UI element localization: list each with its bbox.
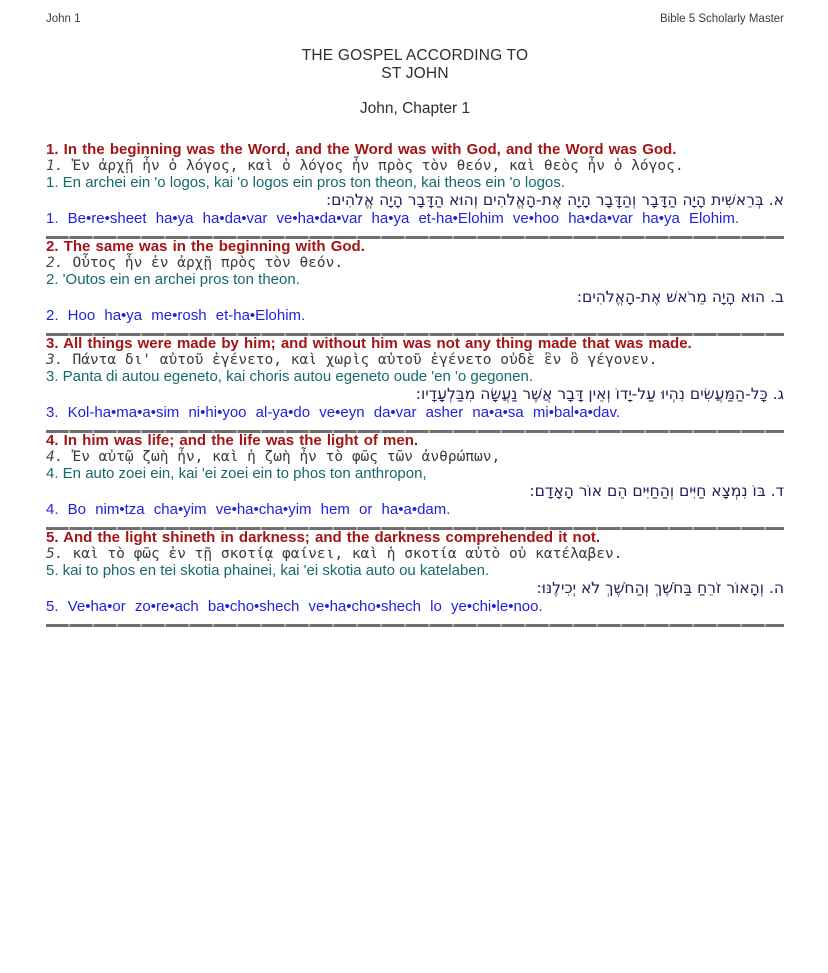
- verse-number-greek: 1.: [46, 158, 64, 174]
- verse-english: 3. All things were made by him; and without him was not any thing made that was made.: [46, 335, 692, 352]
- verse-block-5: [46, 530, 784, 627]
- verse-block-4: [46, 433, 784, 530]
- verse-greek: [46, 449, 784, 466]
- verse-number-greek: 4.: [46, 449, 64, 465]
- verse-greek-text: Ἐν αὐτῷ ζωὴ ἦν, καὶ ἡ ζωὴ ἦν τὸ φῶς τῶν ἀνθρώπων,: [72, 449, 501, 465]
- verse-block-2: [46, 239, 784, 336]
- verse-greek-text: Ἐν ἀρχῇ ἦν ὁ λόγος, καὶ ὁ λόγος ἦν πρὸς τὸν θεόν, καὶ θεὸς ἦν ὁ λόγος.: [72, 158, 684, 174]
- verse-hebrew: ב. הוּא הָיָה מֵרֹאשׁ אֶת-הָאֱלֹהִים:: [576, 288, 784, 306]
- verse-hebrew-transliteration: 3. Kol-ha•ma•a•sim ni•hi•yoo al-ya•do ve•eyn da•var asher na•a•sa mi•bal•a•dav.: [46, 404, 621, 421]
- verse-greek-text: καὶ τὸ φῶς ἐν τῇ σκοτίᾳ φαίνει, καὶ ἡ σκοτία αὐτὸ οὐ κατέλαβεν.: [72, 546, 623, 562]
- verse-block-1: [46, 142, 784, 239]
- verse-greek-transliteration: 1. En archei ein 'o logos, kai 'o logos ein pros ton theon, kai theos ein 'o logos.: [46, 174, 565, 191]
- book-title: [46, 47, 784, 83]
- verse-number-greek: 5.: [46, 546, 64, 562]
- verse-hebrew: א. בְּרֵאשִׁית הָיָה הַדָּבָר וְהַדָּבָר הָיָה אֶת-הָאֱלֹהִים וְהוּא הַדָּבָר הָיָה אֱלֹהִים:: [325, 191, 784, 209]
- verse-english: 2. The same was in the beginning with God.: [46, 238, 365, 255]
- verse-greek-transliteration: 4. En auto zoei ein, kai 'ei zoei ein to phos ton anthropon,: [46, 465, 427, 482]
- verse-english: 5. And the light shineth in darkness; and the darkness comprehended it not.: [46, 529, 601, 546]
- verse-hebrew-transliteration: 2. Hoo ha•ya me•rosh et-ha•Elohim.: [46, 307, 306, 324]
- verse-english: 4. In him was life; and the life was the light of men.: [46, 432, 419, 449]
- verse-number-greek: 3.: [46, 352, 64, 368]
- verse-greek-transliteration: 5. kai to phos en tei skotia phainei, kai 'ei skotia auto ou katelaben.: [46, 562, 490, 579]
- running-header: [46, 0, 784, 26]
- verse-hebrew: ד. בּוֹ נִמְצָא חַיִּים וְהַחַיִּים הֵם אוֹר הָאָדָם:: [529, 482, 784, 500]
- verse-greek-text: Πάντα δι' αὐτοῦ ἐγένετο, καὶ χωρὶς αὐτοῦ ἐγένετο οὐδὲ ἓν ὃ γέγονεν.: [72, 352, 658, 368]
- verse-hebrew: ג. כָּל-הַמַּעֲשִׂים נִהְיוּ עַל-יָדוֹ וְאֵין דָּבָר אֲשֶׁר נַעֲשָׂה מִבַּלְעָדָיו:: [415, 385, 784, 403]
- verse-greek-text: Οὗτος ἦν ἐν ἀρχῇ πρὸς τὸν θεόν.: [72, 255, 344, 271]
- verse-block-3: [46, 336, 784, 433]
- verse-greek: [46, 158, 784, 175]
- chapter-heading: John, Chapter 1: [359, 100, 471, 117]
- verse-hebrew-transliteration: 5. Ve•ha•or zo•re•ach ba•cho•shech ve•ha•cho•shech lo ye•chi•le•noo.: [46, 598, 543, 615]
- verse-english: 1. In the beginning was the Word, and the Word was with God, and the Word was God.: [46, 141, 677, 158]
- running-header-reference: John 1: [46, 13, 81, 25]
- book-title-line2: ST JOHN: [381, 65, 449, 82]
- verse-hebrew-transliteration: 1. Be•re•sheet ha•ya ha•da•var ve•ha•da•var ha•ya et-ha•Elohim ve•hoo ha•da•var ha•ya Elohim.: [46, 210, 740, 227]
- verse-separator: [46, 624, 784, 627]
- verse-greek: [46, 352, 784, 369]
- verse-number-greek: 2.: [46, 255, 64, 271]
- verse-greek-transliteration: 3. Panta di autou egeneto, kai choris autou egeneto oude 'en 'o gegonen.: [46, 368, 533, 385]
- verse-greek-transliteration: 2. 'Outos ein en archei pros ton theon.: [46, 271, 300, 288]
- book-title-line1: THE GOSPEL ACCORDING TO: [301, 47, 529, 64]
- verse-greek: [46, 255, 784, 272]
- running-header-edition: Bible 5 Scholarly Master: [660, 13, 784, 25]
- verse-hebrew-transliteration: 4. Bo nim•tza cha•yim ve•ha•cha•yim hem or ha•a•dam.: [46, 501, 451, 518]
- verse-greek: [46, 546, 784, 563]
- verse-hebrew: ה. וְהָאוֹר זֹרֵחַ בַּחֹשֶׁךְ וְהַחֹשֶׁךְ לֹא יְכִילֶנּוּ:: [536, 579, 784, 597]
